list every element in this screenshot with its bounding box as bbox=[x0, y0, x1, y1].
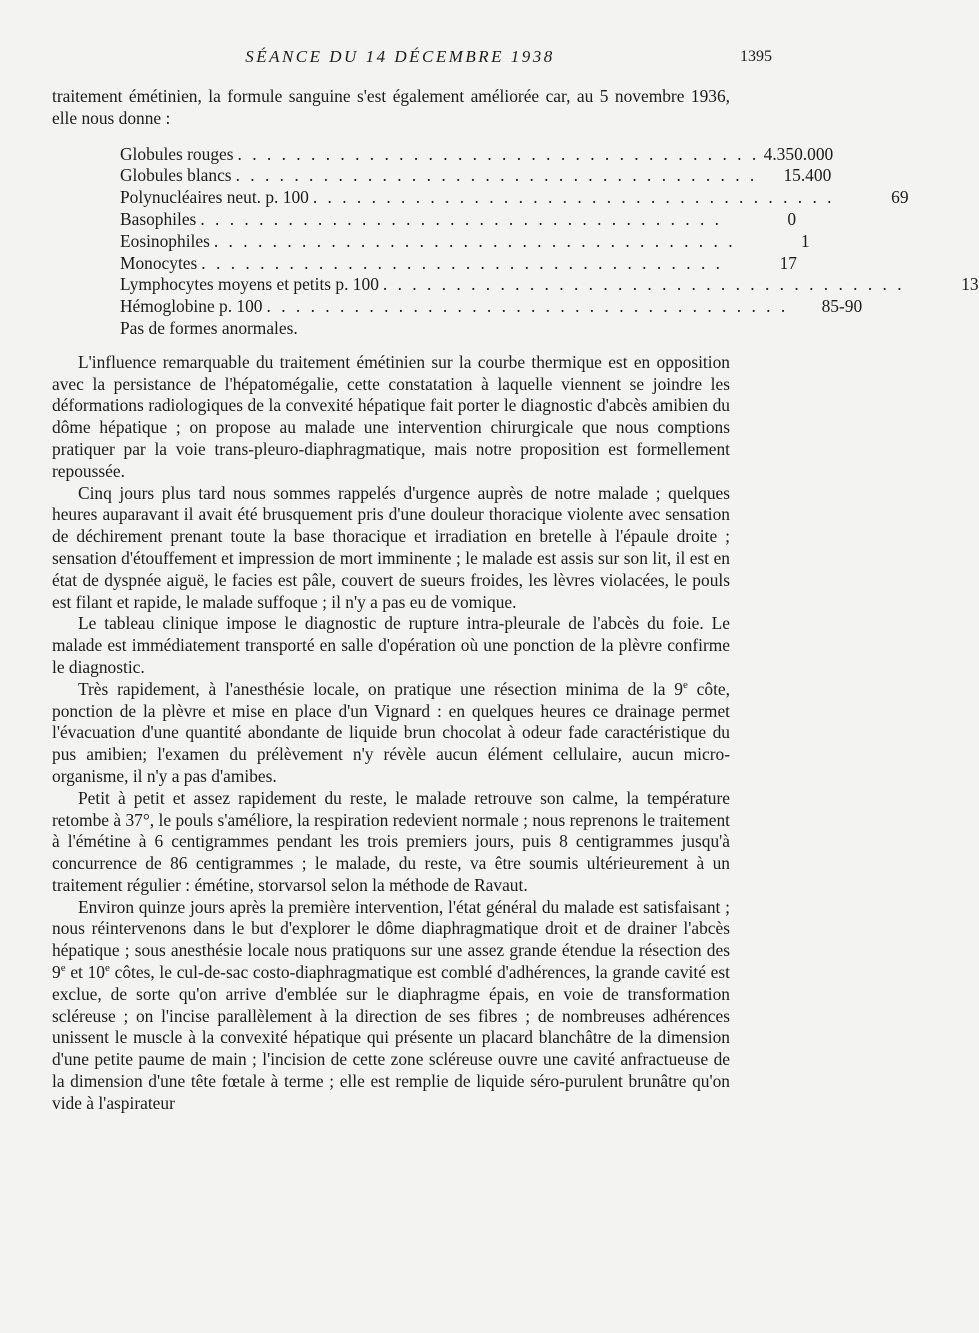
paragraph-4 bbox=[52, 679, 730, 788]
dot-leader: . . . . . . . . . . . . . . . . . . . . . . . . . . . . . . . . . . . . bbox=[200, 208, 723, 229]
article-body bbox=[52, 86, 979, 1115]
dot-leader: . . . . . . . . . . . . . . . . . . . . . . . . . . . . . . . . . . . . bbox=[237, 143, 760, 164]
lab-label: Basophiles bbox=[120, 208, 197, 229]
paragraph-6-part-a: Environ quinze jours après la première intervention, l'état général du malade est satisfaisant ; nous réintervenons dans le but d'explorer le dôme diaphragmatique droit et de drainer l'abcès hépatique ; sous anesthésie locale nous pratiquons sur une assez grande étendue la résection des 9 bbox=[52, 896, 730, 983]
intro-paragraph: traitement émétinien, la formule sanguine s'est également améliorée car, au 5 novembre 1936, elle nous donne : bbox=[52, 86, 730, 128]
dot-leader: . . . . . . . . . . . . . . . . . . . . . . . . . . . . . . . . . . . . bbox=[213, 230, 736, 251]
labs-note: Pas de formes anormales. bbox=[120, 317, 298, 338]
lab-label: Polynucléaires neut. p. 100 bbox=[120, 187, 309, 208]
lab-row bbox=[120, 252, 797, 275]
dot-leader: . . . . . . . . . . . . . . . . . . . . . . . . . . . . . . . . . . . . bbox=[201, 252, 723, 273]
paragraph-2: Cinq jours plus tard nous sommes rappelés d'urgence auprès de notre malade ; quelques heures auparavant il avait été brusquement pris d'une douleur thoracique violente avec sensation de déchirement prenant toute la base thoracique et irradiation en bretelle à l'épaule droite ; sensation d'étouffement et impression de mort imminente ; le malade est assis sur son lit, il est en état de dyspnée aiguë, le facies est pâle, couvert de sueurs froides, les lèvres violacées, le pouls est filant et rapide, le malade suffoque ; il n'y a pas eu de vomique. bbox=[52, 482, 730, 612]
paragraph-5: Petit à petit et assez rapidement du reste, le malade retrouve son calme, la température retombe à 37°, le pouls s'améliore, la respiration redevient normale ; nous reprenons le traitement à l'émétine à 6 centigrammes pendant les trois premiers jours, puis 8 centigrammes jusqu'à concurrence de 86 centigrammes ; le malade, du reste, va être soumis ultérieurement à un traitement régulier : émétine, storvarsol selon la méthode de Ravaut. bbox=[52, 787, 730, 895]
lab-label: Hémoglobine p. 100 bbox=[120, 296, 263, 317]
lab-row bbox=[120, 208, 797, 231]
lab-label: Monocytes bbox=[120, 252, 198, 273]
lab-row bbox=[120, 165, 832, 187]
lab-row bbox=[120, 187, 909, 209]
paragraph-4-part-b: côte, ponction de la plèvre et mise en place d'un Vignard : en quelques heures ce drainage permet l'évacuation d'une quantité abondante de liquide brun chocolat à odeur fade caractéristique du pus amibien; l'examen du prélèvement n'y révèle aucun élément cellulaire, aucun micro-organisme, il n'y a pas d'amibes. bbox=[52, 678, 730, 786]
paragraph-3: Le tableau clinique impose le diagnostic de rupture intra-pleurale de l'abcès du foie. Le malade est immédiatement transporté en salle d'opération où une ponction de la plèvre confirme le diagnostic. bbox=[52, 613, 730, 677]
lab-value: 13 bbox=[961, 274, 979, 295]
blood-count-table bbox=[120, 143, 979, 340]
paragraph-6 bbox=[52, 897, 730, 1115]
paragraph-4-part-a: Très rapidement, à l'anesthésie locale, on pratique une résection minima de la 9 bbox=[78, 678, 683, 699]
superscript: e bbox=[60, 962, 66, 975]
superscript: e bbox=[682, 678, 688, 691]
lab-value: 4.350.000 bbox=[763, 143, 834, 164]
lab-label: Lymphocytes moyens et petits p. 100 bbox=[120, 274, 379, 295]
dot-leader: . . . . . . . . . . . . . . . . . . . . . . . . . . . . . . . . . . . . bbox=[266, 296, 789, 317]
running-header bbox=[0, 47, 800, 71]
dot-leader: . . . . . . . . . . . . . . . . . . . . . . . . . . . . . . . . . . . . bbox=[382, 274, 905, 295]
lab-label: Globules rouges bbox=[120, 143, 234, 164]
lab-value: 17 bbox=[779, 252, 797, 273]
lab-value: 69 bbox=[891, 187, 909, 208]
superscript: e bbox=[105, 962, 110, 975]
lab-value: 15.400 bbox=[783, 165, 832, 186]
lab-row bbox=[120, 230, 810, 253]
dot-leader: . . . . . . . . . . . . . . . . . . . . . . . . . . . . . . . . . . . . bbox=[235, 165, 758, 186]
paragraph-1: L'influence remarquable du traitement émétinien sur la courbe thermique est en opposition avec la persistance de l'hépatomégalie, cette constatation à laquelle viennent se joindre les déformations radiologiques de la convexité hépatique fait porter le diagnostic d'abcès amibien du dôme hépatique ; on propose au malade une intervention chirurgicale que nous comptions pratiquer par la voie trans-pleuro-diaphragmatique, mais notre proposition est formellement repoussée. bbox=[52, 351, 730, 481]
lab-label: Globules blancs bbox=[120, 165, 232, 186]
lab-row bbox=[120, 296, 863, 318]
lab-row bbox=[120, 274, 979, 296]
lab-label: Eosinophiles bbox=[120, 230, 210, 251]
paragraph-6-part-c: côtes, le cul-de-sac costo-diaphragmatique est comblé d'adhérences, la grande cavité est exclue, de sorte qu'on arrive d'emblée sur le diaphragme épais, en voie de transformation scléreuse ; on l'incise parallèlement à la direction de ses fibres ; de nombreuses adhérences unissent le muscle à la convexité hépatique qui présente un placard blanchâtre de la dimension d'une petite paume de main ; l'incision de cette zone scléreuse ouvre une cavité anfractueuse de la dimension d'une tête fœtale à terme ; elle est remplie de liquide séro-purulent brunâtre qu'on vide à l'aspirateur bbox=[52, 962, 730, 1113]
dot-leader: . . . . . . . . . . . . . . . . . . . . . . . . . . . . . . . . . . . . bbox=[312, 187, 835, 208]
page-number: 1395 bbox=[740, 48, 772, 65]
header-title: SÉANCE DU 14 DÉCEMBRE 1938 bbox=[245, 47, 555, 66]
lab-value: 1 bbox=[800, 230, 810, 251]
lab-value: 0 bbox=[787, 208, 797, 229]
lab-row bbox=[120, 143, 834, 166]
lab-value: 85-90 bbox=[821, 296, 863, 317]
paragraph-6-part-b: et 10 bbox=[65, 962, 105, 983]
